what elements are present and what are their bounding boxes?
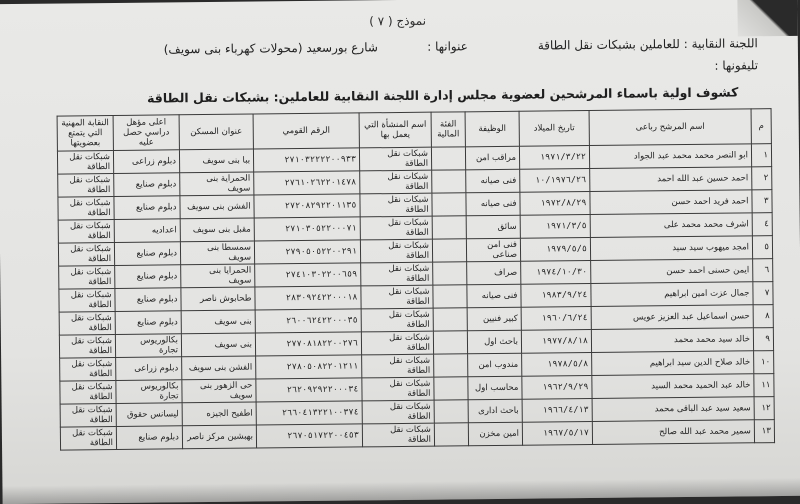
- cell-grade: [432, 239, 466, 262]
- cell-union: شبكات نقل الطاقة: [60, 357, 116, 381]
- cell-dob: ١٩٦٠/٦/٢٤: [521, 307, 591, 331]
- cell-job: امين مخزن: [468, 422, 522, 446]
- cell-name: سمير محمد عبد الله صالح: [592, 420, 754, 445]
- cell-union: شبكات نقل الطاقة: [59, 288, 115, 312]
- cell-address: اطفيح الجيزه: [182, 402, 256, 426]
- cell-serial: ١٠: [754, 351, 774, 374]
- cell-national-id: ٢٨٣٠٩٢٤٢٢٠٠٠١٨: [255, 286, 361, 310]
- address-value: شارع بورسعيد (محولات كهرباء بنى سويف): [163, 40, 378, 57]
- cell-name: خالد عبد الحميد محمد السيد: [592, 374, 754, 399]
- col-header-job: الوظيفة: [465, 111, 519, 147]
- cell-union: شبكات نقل الطاقة: [58, 219, 114, 243]
- cell-job: باحث ادارى: [468, 399, 522, 423]
- cell-name: خالد سيد محمد محمد: [591, 328, 753, 353]
- cell-serial: ١١: [754, 374, 774, 397]
- cell-grade: [433, 331, 467, 354]
- cell-qualification: اعداديه: [114, 219, 180, 243]
- cell-serial: ٨: [753, 305, 773, 328]
- cell-address: طحابوش ناصر: [181, 287, 255, 311]
- cell-address: سمسطا بنى سويف: [180, 241, 254, 265]
- col-header-org: اسم المنشأة التي يعمل بها: [359, 112, 431, 148]
- cell-qualification: ليسانس حقوق: [116, 403, 182, 427]
- cell-union: شبكات نقل الطاقة: [60, 426, 116, 450]
- cell-address: الحمرايا بنى سويف: [181, 264, 255, 288]
- cell-org: شبكات نقل الطاقة: [360, 193, 432, 217]
- cell-name: جمال عزت امين ابراهيم: [591, 282, 753, 307]
- cell-address: ببا بنى سويف: [179, 149, 253, 173]
- cell-org: شبكات نقل الطاقة: [361, 262, 433, 286]
- form-number-label: نموذج ( ٧ ): [369, 13, 427, 29]
- cell-name: امجد ميهوب سيد سيد: [590, 236, 752, 261]
- cell-org: شبكات نقل الطاقة: [360, 239, 432, 263]
- cell-qualification: دبلوم صنايع: [116, 426, 182, 450]
- cell-name: خالد صلاح الدين سيد ابراهيم: [592, 351, 754, 376]
- cell-qualification: دبلوم صنايع: [115, 265, 181, 289]
- cell-serial: ٤: [752, 213, 772, 236]
- cell-national-id: ٢٦٧٠٥١٧٢٢٠٠٤٥٣: [256, 424, 362, 448]
- cell-org: شبكات نقل الطاقة: [362, 423, 434, 447]
- cell-address: الفشن بنى سويف: [182, 356, 256, 380]
- cell-serial: ٦: [753, 259, 773, 282]
- cell-name: احمد حسين عبد الله احمد: [590, 167, 752, 192]
- cell-grade: [431, 147, 465, 170]
- cell-qualification: دبلوم زراعى: [113, 150, 179, 174]
- cell-grade: [432, 170, 466, 193]
- phones-label: تليفونها :: [714, 58, 759, 73]
- cell-union: شبكات نقل الطاقة: [58, 242, 114, 266]
- cell-job: فنى امن صناعى: [466, 238, 520, 262]
- cell-serial: ٣: [752, 190, 772, 213]
- cell-dob: ١٩٧٢/٨/٢٩: [520, 192, 590, 216]
- col-header-nid: الرقم القومي: [253, 113, 359, 149]
- cell-national-id: ٢٦٦٠٤١٣٢٢١٠٠٣٧٤: [256, 401, 362, 425]
- cell-job: سائق: [466, 215, 520, 239]
- cell-qualification: دبلوم صنايع: [114, 173, 180, 197]
- cell-national-id: ٢٧١٠٣٠٥٢٢٠٠٠٧١: [254, 217, 360, 241]
- cell-address: الحمراية بنى سويف: [180, 172, 254, 196]
- cell-grade: [433, 308, 467, 331]
- cell-serial: ٥: [752, 236, 772, 259]
- cell-dob: ١٩٧٩/٥/٥: [520, 238, 590, 262]
- cell-job: كبير فنيين: [467, 307, 521, 331]
- cell-dob: ١٩٦٦/٤/١٣: [522, 398, 592, 422]
- cell-name: سعيد سيد عبد الباقى محمد: [592, 397, 754, 422]
- cell-qualification: دبلوم صنايع: [115, 288, 181, 312]
- cell-org: شبكات نقل الطاقة: [362, 354, 434, 378]
- cell-grade: [433, 285, 467, 308]
- cell-grade: [434, 354, 468, 377]
- cell-national-id: ٢٧٩٠٥٠٥٢٢٠٠٢٩١: [254, 240, 360, 264]
- cell-grade: [434, 400, 468, 423]
- cell-name: اشرف محمد محمد على: [590, 213, 752, 238]
- col-header-address: عنوان المسكن: [179, 114, 253, 150]
- cell-qualification: دبلوم صنايع: [114, 196, 180, 220]
- cell-dob: ١٩٧٧/٨/١٨: [521, 330, 591, 354]
- cell-org: شبكات نقل الطاقة: [362, 400, 434, 424]
- cell-union: شبكات نقل الطاقة: [58, 173, 114, 197]
- cell-national-id: ٢٧٢٠٨٢٩٢٢٠١١٣٥: [254, 194, 360, 218]
- cell-address: بنى سويف: [181, 333, 255, 357]
- cell-dob: ١٩٨٣/٩/٢٤: [521, 284, 591, 308]
- address-label: عنوانها :: [427, 39, 468, 54]
- cell-qualification: بكالوريوس تجارة: [115, 334, 181, 358]
- cell-national-id: ٢٧٨٠٥٠٨٢٢٠١٢١١: [256, 355, 362, 379]
- cell-grade: [432, 216, 466, 239]
- cell-org: شبكات نقل الطاقة: [362, 377, 434, 401]
- col-header-union: النقابة المهنية التي يتمتع بعضويتها: [57, 115, 113, 151]
- cell-grade: [434, 423, 468, 446]
- cell-org: شبكات نقل الطاقة: [360, 216, 432, 240]
- cell-qualification: دبلوم صنايع: [115, 311, 181, 335]
- cell-dob: ١٩٧١/٣/٢٢: [519, 146, 589, 170]
- cell-national-id: ٢٧١٠٣٢٢٢٢٠٠٩٣٣: [253, 148, 359, 172]
- cell-org: شبكات نقل الطاقة: [361, 285, 433, 309]
- cell-org: شبكات نقل الطاقة: [359, 147, 431, 171]
- cell-org: شبكات نقل الطاقة: [361, 308, 433, 332]
- cell-address: حى الزهور بنى سويف: [182, 379, 256, 403]
- cell-dob: ١٩٦٧/٥/١٧: [522, 421, 592, 445]
- col-header-serial: م: [751, 109, 771, 144]
- cell-qualification: دبلوم زراعى: [116, 357, 182, 381]
- cell-job: محاسب اول: [468, 376, 522, 400]
- cell-serial: ٧: [753, 282, 773, 305]
- cell-job: فنى صيانه: [466, 169, 520, 193]
- document-title: كشوف اولية باسماء المرشحين لعضوية مجلس إدارة اللجنة النقابية للعاملين: بشبكات نقل الطاقة: [146, 84, 739, 106]
- cell-address: بنى سويف: [181, 310, 255, 334]
- cell-name: احمد فريد احمد حسن: [590, 190, 752, 215]
- cell-qualification: بكالوريوس تجارة: [116, 380, 182, 404]
- cell-union: شبكات نقل الطاقة: [60, 380, 116, 404]
- cell-dob: ١٩٧١/٣/٥: [520, 215, 590, 239]
- cell-union: شبكات نقل الطاقة: [59, 334, 115, 358]
- col-header-qualification: اعلى مؤهل دراسي حصل عليه: [113, 115, 179, 151]
- committee-line: اللجنة النقابية : للعاملين بشبكات نقل الطاقة: [537, 36, 758, 53]
- cell-national-id: ٢٧٧٠٨١٨٢٢٠٠٢٧٦: [255, 332, 361, 356]
- col-header-name: اسم المرشح رباعى: [589, 109, 751, 146]
- cell-serial: ١٢: [754, 397, 774, 420]
- cell-serial: ٩: [753, 328, 773, 351]
- cell-national-id: ٢٦٢٠٩٢٩٢٢٠٠٠٣٤: [256, 378, 362, 402]
- cell-union: شبكات نقل الطاقة: [60, 403, 116, 427]
- cell-grade: [432, 193, 466, 216]
- cell-union: شبكات نقل الطاقة: [59, 311, 115, 335]
- cell-grade: [433, 262, 467, 285]
- cell-address: مقبل بنى سويف: [180, 218, 254, 242]
- cell-union: شبكات نقل الطاقة: [58, 196, 114, 220]
- cell-serial: ١٣: [754, 420, 774, 443]
- cell-job: فنى صيانه: [466, 192, 520, 216]
- cell-national-id: ٢٦٠٠٦٢٤٢٢٠٠٠٣٥: [255, 309, 361, 333]
- cell-union: شبكات نقل الطاقة: [57, 150, 113, 174]
- col-header-dob: تاريخ الميلاد: [519, 111, 589, 147]
- cell-org: شبكات نقل الطاقة: [360, 170, 432, 194]
- cell-address: الفشن بنى سويف: [180, 195, 254, 219]
- candidates-table: [57, 108, 775, 450]
- cell-dob: ١٠/١٩٧٦/٢٦: [520, 169, 590, 193]
- cell-job: مندوب امن: [468, 353, 522, 377]
- cell-serial: ١: [751, 144, 771, 167]
- cell-grade: [434, 377, 468, 400]
- cell-national-id: ٢٧٤١٠٣٠٢٢٠٠٦٥٩: [255, 263, 361, 287]
- cell-qualification: دبلوم صنايع: [114, 242, 180, 266]
- cell-national-id: ٢٧٦١٠٢٦٢٢٠١٤٧٨: [254, 171, 360, 195]
- cell-dob: ١٩٦٢/٩/٢٩: [522, 375, 592, 399]
- cell-dob: ١٩٧٨/٥/٨: [522, 352, 592, 376]
- cell-union: شبكات نقل الطاقة: [59, 265, 115, 289]
- cell-job: صراف: [467, 261, 521, 285]
- cell-name: ابو النصر محمد محمد عبد الجواد: [589, 144, 751, 169]
- cell-name: ايمن حسنى احمد حسن: [591, 259, 753, 284]
- cell-org: شبكات نقل الطاقة: [361, 331, 433, 355]
- cell-name: حسن اسماعيل عبد العزيز عويس: [591, 305, 753, 330]
- cell-dob: ١٩٧٤/١٠/٣٠: [521, 261, 591, 285]
- cell-address: بهبشين مركز ناصر: [182, 425, 256, 449]
- col-header-grade: الفئة المالية: [431, 112, 465, 147]
- cell-job: مراقب امن: [465, 146, 519, 170]
- cell-serial: ٢: [752, 167, 772, 190]
- cell-job: فنى صيانه: [467, 284, 521, 308]
- cell-job: باحث اول: [467, 330, 521, 354]
- page-shadow: [2, 478, 800, 504]
